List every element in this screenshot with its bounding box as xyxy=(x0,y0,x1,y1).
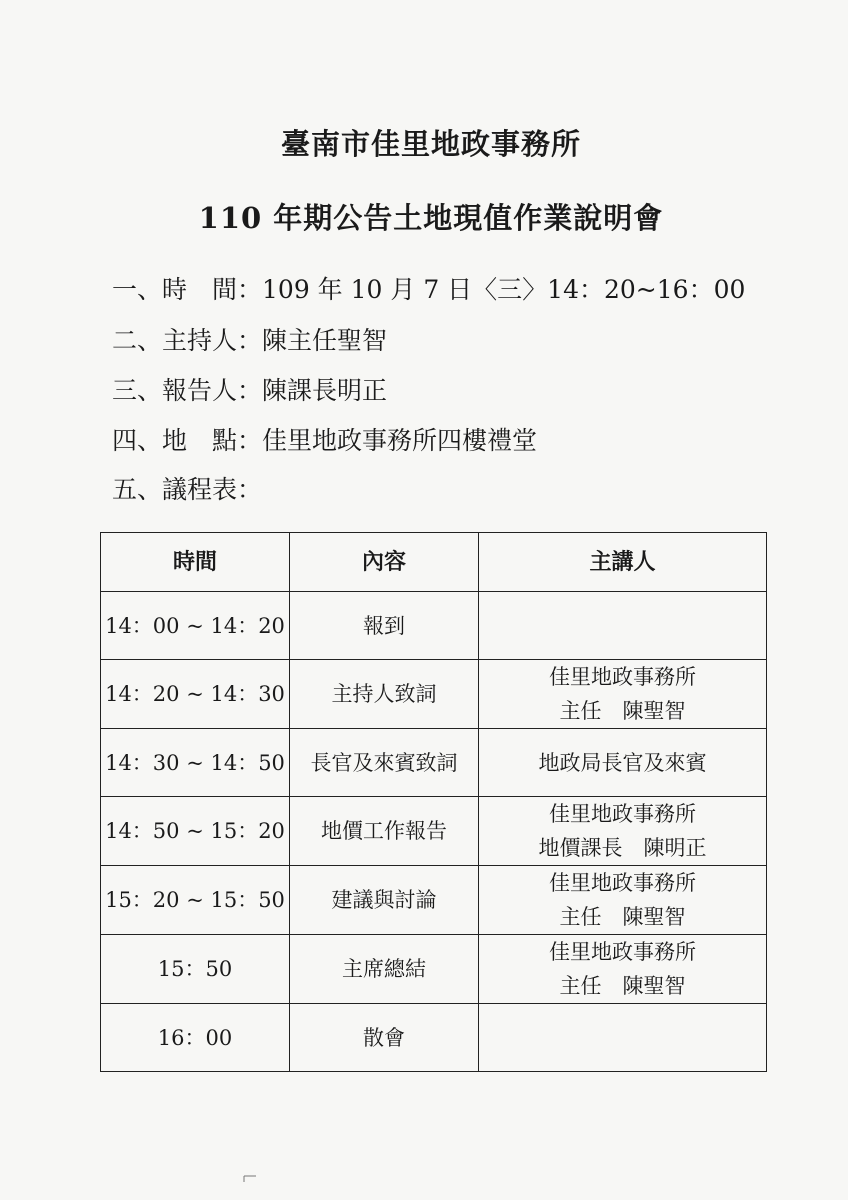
cell-content: 建議與討論 xyxy=(290,866,479,935)
info-value: 佳里地政事務所四樓禮堂 xyxy=(262,426,538,455)
header-content: 內容 xyxy=(290,533,479,592)
info-value: 109 年 10 月 7 日〈三〉14：20~16：00 xyxy=(262,275,746,304)
info-label: 二、主持人： xyxy=(112,326,263,355)
cell-time: 14：50 ~ 15：20 xyxy=(101,797,290,866)
cell-speaker xyxy=(479,866,767,935)
info-value: 陳課長明正 xyxy=(262,376,388,405)
cell-speaker xyxy=(479,660,767,729)
speaker-line: 佳里地政事務所 xyxy=(549,871,696,895)
header-speaker: 主講人 xyxy=(479,533,767,592)
speaker-line: 地政局長官及來賓 xyxy=(538,750,707,775)
cell-time: 15：50 xyxy=(101,935,290,1004)
info-value: 陳主任聖智 xyxy=(262,326,388,355)
agenda-table xyxy=(100,532,767,1072)
cell-content: 散會 xyxy=(290,1004,479,1072)
info-label: 三、報告人： xyxy=(112,376,263,405)
info-reporter xyxy=(112,371,387,407)
info-location xyxy=(112,421,537,457)
speaker-line: 地價課長 陳明正 xyxy=(538,836,707,860)
cell-content: 主席總結 xyxy=(290,935,479,1004)
cell-speaker xyxy=(479,1004,767,1072)
cell-content: 長官及來賓致詞 xyxy=(290,729,479,797)
cell-time: 15：20 ~ 15：50 xyxy=(101,866,290,935)
table-row xyxy=(101,1004,767,1072)
header-time: 時間 xyxy=(101,533,290,592)
speaker-line: 主任 陳聖智 xyxy=(559,974,686,998)
event-title: 110 年期公告土地現值作業說明會 xyxy=(198,201,664,235)
speaker-line: 佳里地政事務所 xyxy=(549,940,696,964)
info-label: 一、時 間： xyxy=(112,275,263,304)
table-row xyxy=(101,592,767,660)
speaker-line: 主任 陳聖智 xyxy=(559,905,686,929)
cell-time: 14：00 ~ 14：20 xyxy=(101,592,290,660)
table-header-row xyxy=(101,533,767,592)
speaker-line: 主任 陳聖智 xyxy=(559,699,686,723)
cell-content: 地價工作報告 xyxy=(290,797,479,866)
table-row xyxy=(101,866,767,935)
cell-speaker xyxy=(479,935,767,1004)
cell-time: 14：30 ~ 14：50 xyxy=(101,729,290,797)
info-label: 四、地 點： xyxy=(112,426,263,455)
speaker-line: 佳里地政事務所 xyxy=(549,665,696,689)
info-time xyxy=(112,270,745,306)
cell-speaker xyxy=(479,797,767,866)
table-row xyxy=(101,660,767,729)
table-row xyxy=(101,729,767,797)
organization-title: 臺南市佳里地政事務所 xyxy=(280,127,581,161)
scan-mark-icon xyxy=(242,1174,260,1184)
info-agenda-label xyxy=(112,470,262,506)
table-row xyxy=(101,797,767,866)
table-row xyxy=(101,935,767,1004)
cell-time: 16：00 xyxy=(101,1004,290,1072)
cell-content: 主持人致詞 xyxy=(290,660,479,729)
speaker-line: 佳里地政事務所 xyxy=(549,802,696,826)
cell-content: 報到 xyxy=(290,592,479,660)
cell-time: 14：20 ~ 14：30 xyxy=(101,660,290,729)
info-label: 五、議程表： xyxy=(112,475,263,504)
cell-speaker xyxy=(479,729,767,797)
cell-speaker xyxy=(479,592,767,660)
info-host xyxy=(112,321,387,357)
